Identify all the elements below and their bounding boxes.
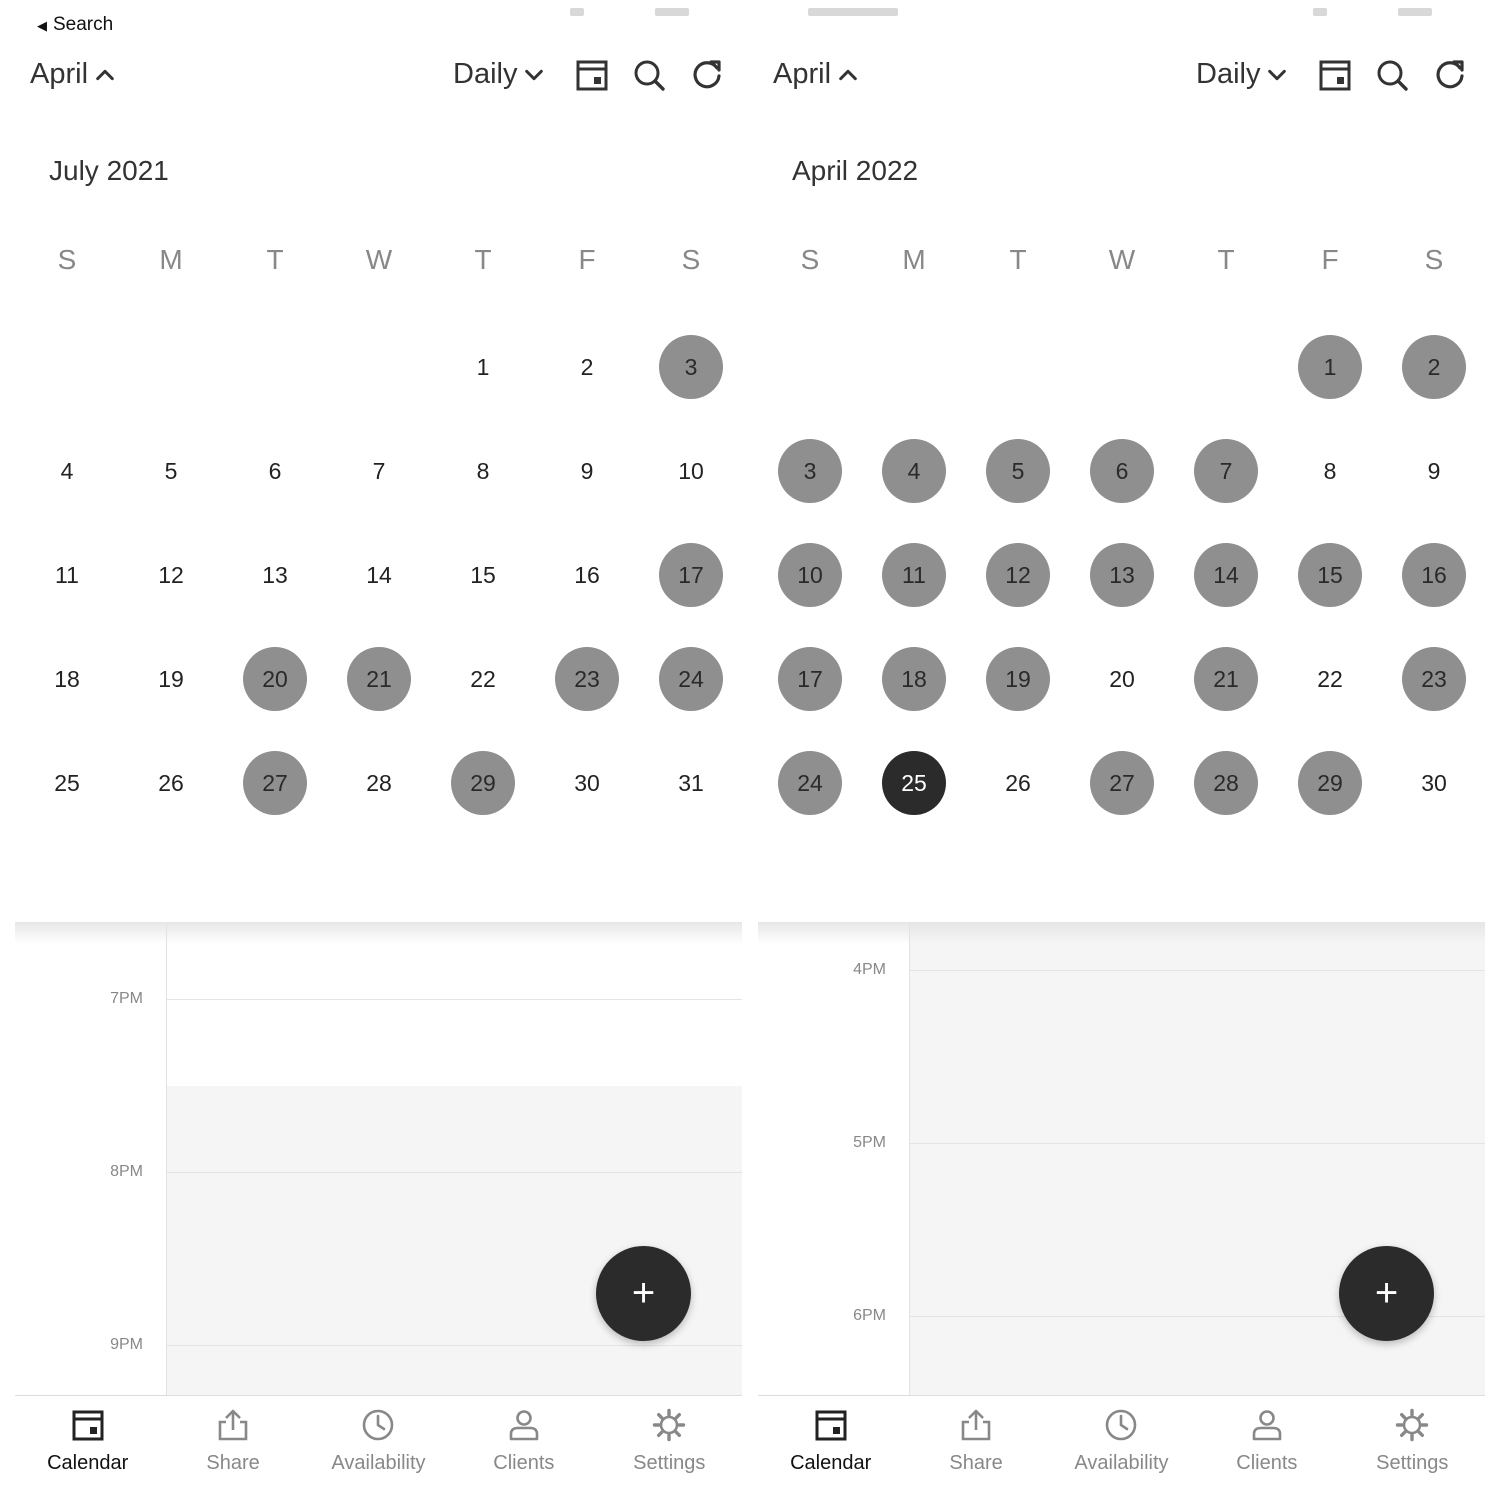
calendar-day-booked[interactable]: 27	[1090, 751, 1154, 815]
status-battery-icon	[1398, 8, 1432, 16]
tab-label: Share	[206, 1452, 260, 1474]
calendar-day-booked[interactable]: 14	[1194, 543, 1258, 607]
day-cell	[1174, 523, 1278, 627]
hour-line	[910, 1143, 1485, 1144]
timeline-divider	[909, 922, 910, 1395]
calendar-day[interactable]: 20	[1109, 665, 1135, 692]
day-cell	[758, 731, 862, 835]
tab-clients[interactable]	[1194, 1396, 1339, 1500]
calendar-day[interactable]: 22	[1317, 665, 1343, 692]
hour-line	[910, 970, 1485, 971]
day-cell	[1174, 731, 1278, 835]
calendar-day[interactable]: 9	[1427, 457, 1441, 484]
calendar-day[interactable]: 12	[158, 561, 184, 588]
chevron-down-icon	[1266, 64, 1288, 86]
status-signal-icon	[1313, 8, 1327, 16]
calendar-day-booked[interactable]: 19	[986, 647, 1050, 711]
calendar-day[interactable]: 4	[60, 457, 74, 484]
calendar-day[interactable]: 14	[366, 561, 392, 588]
calendar-icon	[575, 58, 609, 92]
day-cell	[431, 419, 535, 523]
day-cell	[862, 315, 966, 419]
calendar-day-booked[interactable]: 29	[451, 751, 515, 815]
day-cell	[223, 627, 327, 731]
day-cell	[966, 731, 1070, 835]
hour-label: 6PM	[853, 1307, 886, 1324]
calendar-shadow	[758, 922, 1485, 944]
tab-share[interactable]	[160, 1396, 305, 1500]
day-cell	[119, 419, 223, 523]
hour-label: 8PM	[110, 1163, 143, 1180]
calendar-day-booked[interactable]: 21	[1194, 647, 1258, 711]
tab-label: Calendar	[790, 1452, 872, 1474]
day-cell	[1174, 315, 1278, 419]
calendar-icon	[1318, 58, 1352, 92]
calendar-day[interactable]: 30	[574, 769, 600, 796]
month-picker-label: April	[773, 58, 832, 90]
month-picker-label: April	[30, 58, 89, 90]
tab-label: Availability	[1074, 1452, 1169, 1474]
calendar-day[interactable]: 10	[678, 457, 704, 484]
month-picker-button[interactable]	[773, 58, 859, 91]
weekday-label: W	[365, 244, 393, 275]
clock-icon	[1104, 1408, 1138, 1442]
day-cell	[1070, 523, 1174, 627]
calendar-day[interactable]: 28	[366, 769, 392, 796]
search-icon	[632, 58, 666, 92]
gear-icon	[652, 1408, 686, 1442]
hour-line	[167, 1345, 742, 1346]
add-appointment-button[interactable]	[596, 1246, 691, 1341]
day-cell	[327, 627, 431, 731]
calendar-panel-left	[15, 0, 742, 1500]
day-cell	[15, 627, 119, 731]
unavailable-block	[167, 1086, 742, 1395]
day-cell	[327, 523, 431, 627]
refresh-icon	[690, 58, 724, 92]
calendar-day[interactable]: 6	[268, 457, 282, 484]
app-header	[15, 48, 742, 104]
calendar-day-booked[interactable]: 27	[243, 751, 307, 815]
calendar-day[interactable]: 26	[1005, 769, 1031, 796]
calendar-day-booked[interactable]: 2	[1402, 335, 1466, 399]
search-button[interactable]	[632, 58, 666, 92]
calendar-day-booked[interactable]: 17	[659, 543, 723, 607]
day-cell	[1382, 315, 1485, 419]
day-cell	[535, 627, 639, 731]
calendar-day[interactable]: 8	[476, 457, 490, 484]
calendar-day-booked[interactable]: 4	[882, 439, 946, 503]
day-cell	[431, 315, 535, 419]
calendar-day[interactable]: 11	[55, 561, 79, 588]
refresh-icon	[1433, 58, 1467, 92]
day-cell	[535, 419, 639, 523]
calendar-day-booked[interactable]: 15	[1298, 543, 1362, 607]
tab-clients[interactable]	[451, 1396, 596, 1500]
day-cell	[1278, 523, 1382, 627]
weekday-header	[758, 225, 1485, 295]
chevron-up-icon	[94, 64, 116, 86]
hour-label: 9PM	[110, 1336, 143, 1353]
day-cell	[1070, 315, 1174, 419]
tab-bar	[15, 1395, 742, 1500]
day-cell	[758, 315, 862, 419]
share-icon	[216, 1408, 250, 1442]
day-cell	[1278, 731, 1382, 835]
tab-label: Calendar	[47, 1452, 129, 1474]
tab-label: Clients	[1236, 1452, 1298, 1474]
back-label: Search	[53, 14, 114, 35]
calendar-day-booked[interactable]: 29	[1298, 751, 1362, 815]
hour-line	[167, 1172, 742, 1173]
today-calendar-button[interactable]	[575, 58, 609, 92]
weekday-label: W	[1108, 244, 1136, 275]
tab-label: Availability	[331, 1452, 426, 1474]
day-cell	[862, 419, 966, 523]
chevron-up-icon	[837, 64, 859, 86]
day-cell	[15, 315, 119, 419]
add-appointment-button[interactable]	[1339, 1246, 1434, 1341]
day-cell	[966, 523, 1070, 627]
weekday-label: T	[1009, 244, 1027, 275]
calendar-day[interactable]: 8	[1323, 457, 1337, 484]
day-cell	[1382, 731, 1485, 835]
day-cell	[1070, 419, 1174, 523]
day-cell	[223, 419, 327, 523]
day-cell	[327, 315, 431, 419]
plus-icon: +	[631, 1271, 656, 1315]
timeline-divider	[166, 922, 167, 1395]
back-triangle-icon: ◀	[37, 18, 47, 33]
day-cell	[1278, 627, 1382, 731]
weekday-label: M	[902, 244, 926, 275]
calendar-icon	[814, 1408, 848, 1442]
day-cell	[639, 419, 742, 523]
calendar-day[interactable]: 19	[158, 665, 184, 692]
day-cell	[535, 523, 639, 627]
tab-share[interactable]	[903, 1396, 1048, 1500]
calendar-day-booked[interactable]: 5	[986, 439, 1050, 503]
day-cell	[15, 419, 119, 523]
view-mode-button[interactable]	[1196, 58, 1288, 91]
search-button[interactable]	[1375, 58, 1409, 92]
status-battery-icon	[655, 8, 689, 16]
calendar-day-booked[interactable]: 23	[1402, 647, 1466, 711]
day-cell	[535, 315, 639, 419]
day-cell	[862, 627, 966, 731]
calendar-day-booked[interactable]: 11	[882, 543, 946, 607]
day-cell	[1070, 731, 1174, 835]
share-icon	[959, 1408, 993, 1442]
weekday-label: T	[266, 244, 284, 275]
status-signal-icon	[570, 8, 584, 16]
calendar-day-booked[interactable]: 17	[778, 647, 842, 711]
refresh-button[interactable]	[1433, 58, 1467, 92]
calendar-day[interactable]: 31	[678, 769, 704, 796]
day-cell	[431, 731, 535, 835]
day-cell	[15, 731, 119, 835]
tab-calendar[interactable]	[15, 1396, 160, 1500]
view-mode-label: Daily	[453, 58, 518, 90]
weekday-label: F	[1321, 244, 1339, 275]
day-cell	[758, 523, 862, 627]
tab-label: Clients	[493, 1452, 555, 1474]
day-cell	[1174, 419, 1278, 523]
app-header	[758, 48, 1485, 104]
day-cell	[1278, 419, 1382, 523]
day-cell	[1382, 523, 1485, 627]
day-cell	[1278, 315, 1382, 419]
calendar-day-booked[interactable]: 18	[882, 647, 946, 711]
calendar-day[interactable]: 2	[580, 353, 594, 380]
calendar-day-booked[interactable]: 3	[778, 439, 842, 503]
tab-label: Share	[949, 1452, 1003, 1474]
day-cell	[119, 627, 223, 731]
view-mode-button[interactable]	[453, 58, 545, 91]
day-cell	[862, 523, 966, 627]
day-cell	[535, 731, 639, 835]
weekday-label: S	[1424, 244, 1444, 275]
calendar-day[interactable]: 16	[574, 561, 600, 588]
day-cell	[639, 315, 742, 419]
weekday-label: F	[578, 244, 596, 275]
day-cell	[119, 731, 223, 835]
tab-calendar[interactable]	[758, 1396, 903, 1500]
weekday-label: S	[800, 244, 820, 275]
calendar-icon	[71, 1408, 105, 1442]
day-cell	[639, 523, 742, 627]
weekday-label: S	[57, 244, 77, 275]
hour-label: 4PM	[853, 961, 886, 978]
day-cell	[431, 523, 535, 627]
calendar-day[interactable]: 15	[470, 561, 496, 588]
calendar-day-booked[interactable]: 7	[1194, 439, 1258, 503]
day-cells	[15, 315, 742, 835]
calendar-day[interactable]: 13	[262, 561, 288, 588]
status-time-ghost	[808, 8, 898, 16]
tab-settings[interactable]	[597, 1396, 742, 1500]
calendar-day-booked[interactable]: 24	[659, 647, 723, 711]
day-cell	[758, 419, 862, 523]
day-cell	[327, 419, 431, 523]
day-cell	[1174, 627, 1278, 731]
day-cell	[223, 731, 327, 835]
day-cell	[966, 315, 1070, 419]
day-cell	[1070, 627, 1174, 731]
calendar-day-booked[interactable]: 6	[1090, 439, 1154, 503]
hour-line	[167, 999, 742, 1000]
day-cell	[966, 627, 1070, 731]
tab-bar	[758, 1395, 1485, 1500]
day-cell	[119, 523, 223, 627]
calendar-day[interactable]: 5	[164, 457, 178, 484]
calendar-day-booked[interactable]: 13	[1090, 543, 1154, 607]
tab-settings[interactable]	[1340, 1396, 1485, 1500]
day-cell	[223, 315, 327, 419]
calendar-day[interactable]: 18	[54, 665, 80, 692]
back-to-search[interactable]	[37, 14, 113, 36]
view-mode-label: Daily	[1196, 58, 1261, 90]
tab-label: Settings	[1376, 1452, 1449, 1474]
calendar-day-booked[interactable]: 23	[555, 647, 619, 711]
day-cell	[1382, 419, 1485, 523]
month-grid	[15, 225, 742, 835]
calendar-day-booked[interactable]: 10	[778, 543, 842, 607]
hour-label: 7PM	[110, 990, 143, 1007]
month-title: July 2021	[49, 155, 169, 186]
calendar-day[interactable]: 7	[372, 457, 386, 484]
calendar-day-booked[interactable]: 16	[1402, 543, 1466, 607]
month-title: April 2022	[792, 155, 919, 186]
weekday-label: T	[474, 244, 492, 275]
day-cell	[966, 419, 1070, 523]
clock-icon	[361, 1408, 395, 1442]
calendar-day[interactable]: 22	[470, 665, 496, 692]
person-icon	[507, 1408, 541, 1442]
calendar-day[interactable]: 1	[476, 353, 490, 380]
day-cell	[431, 627, 535, 731]
month-grid	[758, 225, 1485, 835]
day-cell	[327, 731, 431, 835]
plus-icon: +	[1374, 1271, 1399, 1315]
gear-icon	[1395, 1408, 1429, 1442]
calendar-day-booked[interactable]: 21	[347, 647, 411, 711]
calendar-day-booked[interactable]: 28	[1194, 751, 1258, 815]
calendar-day[interactable]: 26	[158, 769, 184, 796]
day-cell	[758, 627, 862, 731]
calendar-day-booked[interactable]: 1	[1298, 335, 1362, 399]
calendar-shadow	[15, 922, 742, 944]
calendar-day[interactable]: 9	[580, 457, 594, 484]
day-cell	[862, 731, 966, 835]
tab-label: Settings	[633, 1452, 706, 1474]
person-icon	[1250, 1408, 1284, 1442]
search-icon	[1375, 58, 1409, 92]
day-cell	[639, 731, 742, 835]
tab-availability[interactable]	[306, 1396, 451, 1500]
calendar-day-selected[interactable]: 25	[882, 751, 946, 815]
calendar-day-booked[interactable]: 20	[243, 647, 307, 711]
hour-label: 5PM	[853, 1134, 886, 1151]
calendar-day-booked[interactable]: 3	[659, 335, 723, 399]
day-cells	[758, 315, 1485, 835]
today-calendar-button[interactable]	[1318, 58, 1352, 92]
day-cell	[1382, 627, 1485, 731]
day-cell	[15, 523, 119, 627]
weekday-label: M	[159, 244, 183, 275]
refresh-button[interactable]	[690, 58, 724, 92]
calendar-panel-right	[758, 0, 1485, 1500]
day-cell	[119, 315, 223, 419]
weekday-header	[15, 225, 742, 295]
weekday-label: T	[1217, 244, 1235, 275]
calendar-day[interactable]: 30	[1421, 769, 1447, 796]
tab-availability[interactable]	[1049, 1396, 1194, 1500]
calendar-day-booked[interactable]: 12	[986, 543, 1050, 607]
calendar-day[interactable]: 25	[54, 769, 80, 796]
day-cell	[223, 523, 327, 627]
weekday-label: S	[681, 244, 701, 275]
chevron-down-icon	[523, 64, 545, 86]
day-cell	[639, 627, 742, 731]
calendar-day-booked[interactable]: 24	[778, 751, 842, 815]
month-picker-button[interactable]	[30, 58, 116, 91]
